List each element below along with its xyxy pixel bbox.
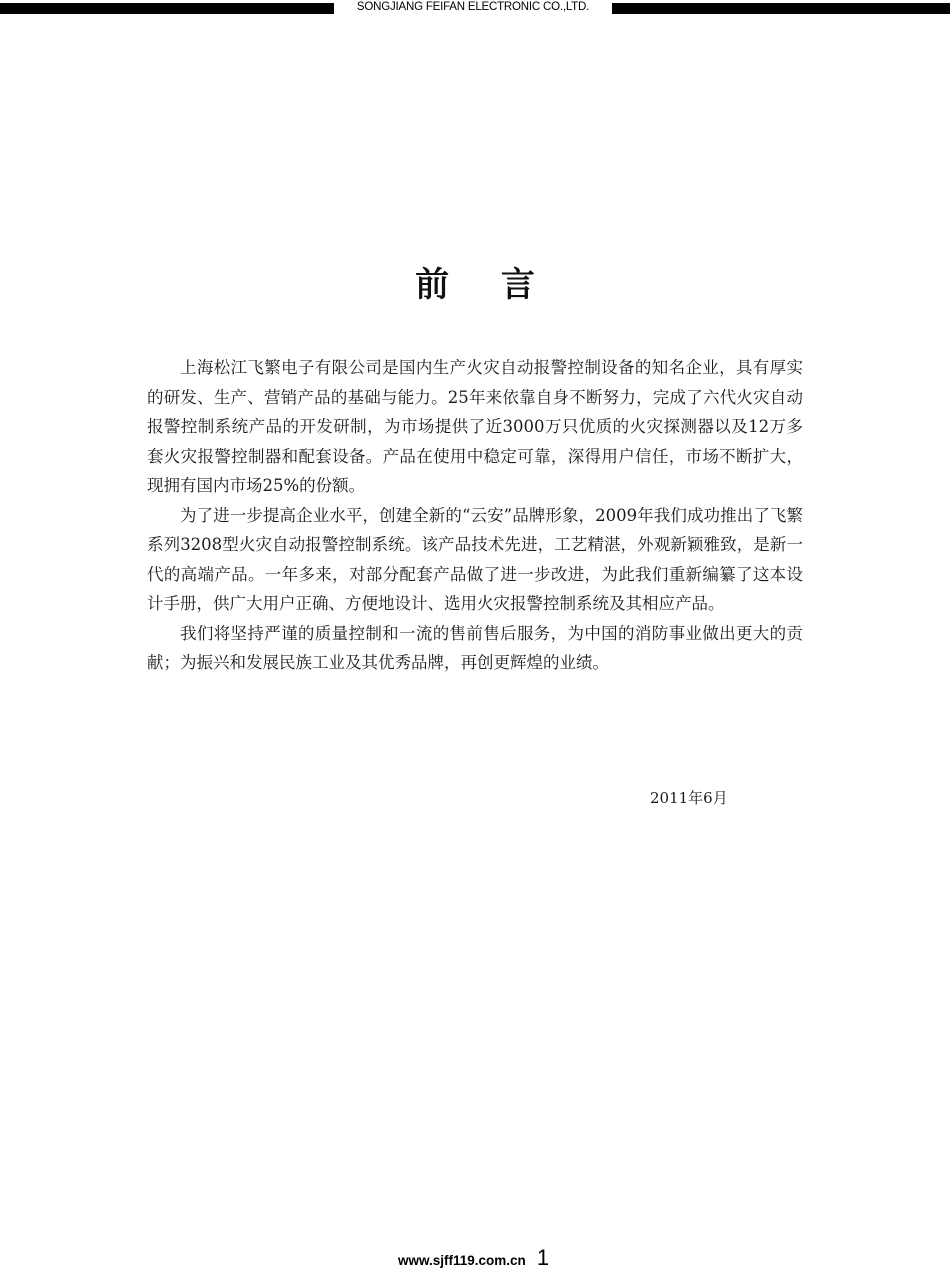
header-bar-right xyxy=(612,3,950,14)
preface-paragraph-3: 我们将坚持严谨的质量控制和一流的售前售后服务，为中国的消防事业做出更大的贡献；为振兴和发展民族工业及其优秀品牌，再创更辉煌的业绩。 xyxy=(147,623,803,672)
preface-paragraph-2: 为了进一步提高企业水平，创建全新的“云安”品牌形象，2009年我们成功推出了飞繁系列3208型火灾自动报警控制系统。该产品技术先进，工艺精湛，外观新颖雅致，是新一代的高端产品。一年多来，对部分配套产品做了进一步改进，为此我们重新编纂了这本设计手册，供广大用户正确、方便地设计、选用火灾报警控制系统及其相应产品。 xyxy=(147,505,803,613)
footer-website-link[interactable]: www.sjff119.com.cn xyxy=(398,1253,526,1268)
page-footer xyxy=(398,1245,549,1271)
preface-body xyxy=(147,353,803,678)
page-header xyxy=(0,0,950,14)
preface-date: 2011年6月 xyxy=(650,789,728,807)
page-number: 1 xyxy=(536,1245,550,1270)
page-title: 前 言 xyxy=(415,265,555,305)
header-bar-left xyxy=(0,3,334,14)
preface-paragraph-1: 上海松江飞繁电子有限公司是国内生产火灾自动报警控制设备的知名企业，具有厚实的研发、生产、营销产品的基础与能力。25年来依靠自身不断努力，完成了六代火灾自动报警控制系统产品的开发研制，为市场提供了近3000万只优质的火灾探测器以及12万多套火灾报警控制器和配套设备。产品在使用中稳定可靠，深得用户信任，市场不断扩大，现拥有国内市场25%的份额。 xyxy=(147,358,803,495)
header-company-name: SONGJIANG FEIFAN ELECTRONIC CO.,LTD. xyxy=(356,1,590,13)
